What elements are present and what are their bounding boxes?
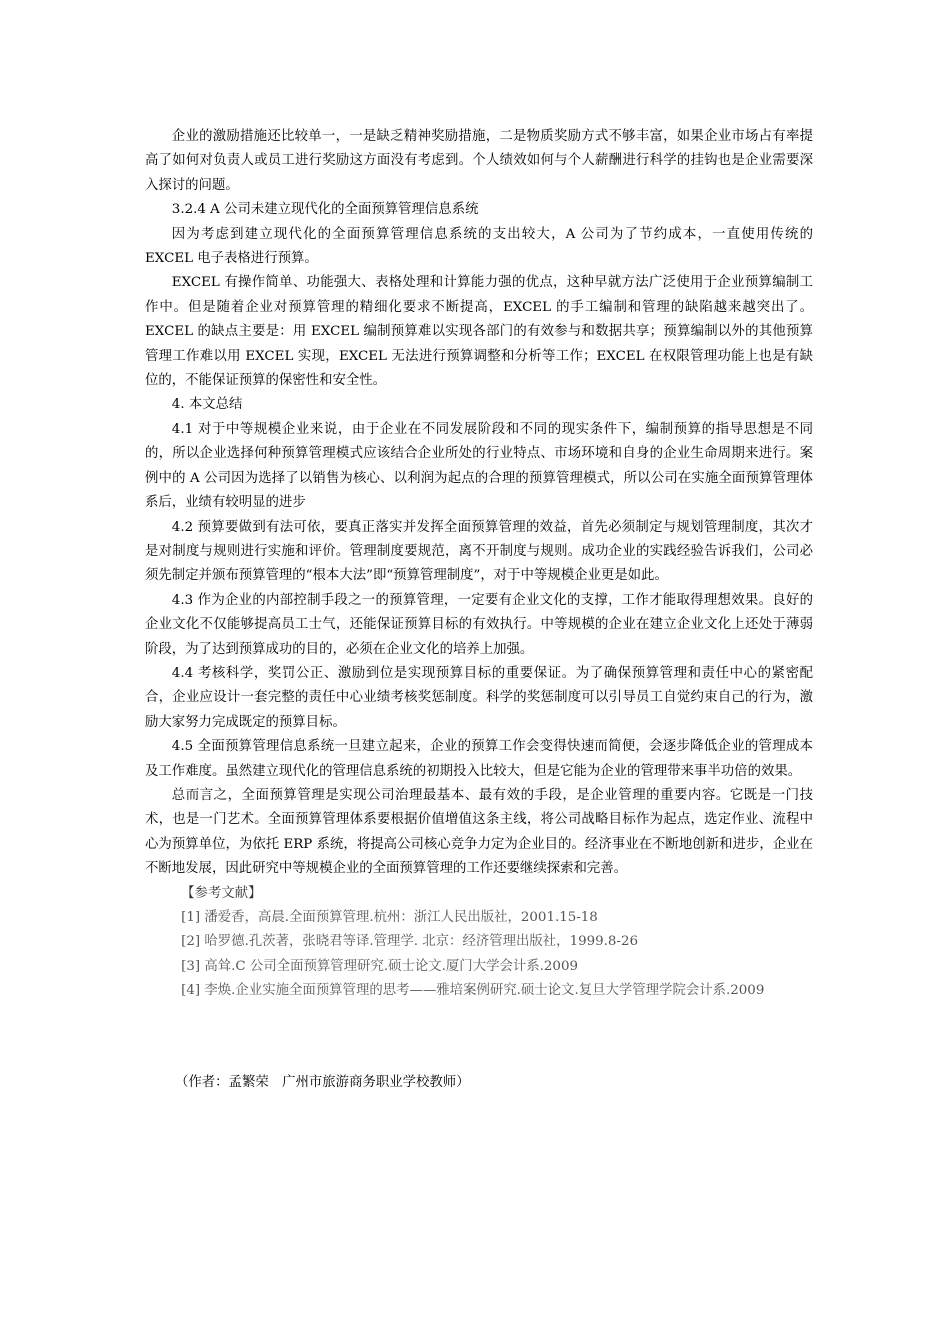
paragraph-4-3: 4.3 作为企业的内部控制手段之一的预算管理，一定要有企业文化的支撑，工作才能取得理想效果。良好的企业文化不仅能够提高员工士气，还能保证预算目标的有效执行。中等规模的企业在建立企业文化上还处于薄弱阶段，为了达到预算成功的目的，必须在企业文化的培养上加强。: [145, 592, 813, 657]
paragraph-incentive: 企业的激励措施还比较单一，一是缺乏精神奖励措施，二是物质奖励方式不够丰富，如果企业市场占有率提高了如何对负责人或员工进行奖励这方面没有考虑到。个人绩效如何与个人薪酬进行科学的挂钩也是企业需要深入探讨的问题。: [145, 129, 813, 193]
article-body: [145, 125, 813, 1004]
author-line: （作者：孟繁荣 广州市旅游商务职业学校教师）: [175, 1075, 470, 1090]
paragraph-4-5: 4.5 全面预算管理信息系统一旦建立起来，企业的预算工作会变得快速而简便，会逐步降低企业的管理成本及工作难度。虽然建立现代化的管理信息系统的初期投入比较大，但是它能为企业的管理带来事半功倍的效果。: [145, 739, 813, 779]
section-heading-3-2-4: 3.2.4 A 公司未建立现代化的全面预算管理信息系统: [171, 202, 479, 218]
paragraph-summary: 总而言之，全面预算管理是实现公司治理最基本、最有效的手段，是企业管理的重要内容。它既是一门技术，也是一门艺术。全面预算管理体系要根据价值增值这条主线，将公司战略目标作为起点，选定作业、流程中心为预算单位，为依托 ERP 系统，将提高公司核心竞争力定为企业目的。经济事业在不断地创新和进步，企业在不断地发展，因此研究中等规模企业的全面预算管理的工作还要继续探索和完善。: [145, 787, 813, 877]
paragraph-cost: 因为考虑到建立现代化的全面预算管理信息系统的支出较大，A 公司为了节约成本，一直使用传统的 EXCEL 电子表格进行预算。: [145, 226, 813, 267]
paragraph-4-1: 4.1 对于中等规模企业来说，由于企业在不同发展阶段和不同的现实条件下，编制预算的指导思想是不同的，所以企业选择何种预算管理模式应该结合企业所处的行业特点、市场环境和自身的企业生命周期来进行。案例中的 A 公司因为选择了以销售为核心、以利润为起点的合理的预算管理模式，所以公司在实施全面预算管理体系后，业绩有较明显的进步: [145, 421, 813, 511]
paragraph-4-4: 4.4 考核科学，奖罚公正、激励到位是实现预算目标的重要保证。为了确保预算管理和责任中心的紧密配合，企业应设计一套完整的责任中心业绩考核奖惩制度。科学的奖惩制度可以引导员工自觉约束自己的行为，激励大家努力完成既定的预算目标。: [145, 665, 813, 730]
paragraph-4-2: 4.2 预算要做到有法可依，要真正落实并发挥全面预算管理的效益，首先必须制定与规划管理制度，其次才是对制度与规则进行实施和评价。管理制度要规范，离不开制度与规则。成功企业的实践经验告诉我们，公司必须先制定并颁布预算管理的“根本大法”即“预算管理制度”，对于中等规模企业更是如此。: [145, 519, 813, 584]
references: [145, 882, 813, 1004]
reference-item: [3] 高耸.C 公司全面预算管理研究.硕士论文.厦门大学会计系.2009: [181, 958, 578, 974]
reference-item: [2] 哈罗德.孔茨著，张晓君等译.管理学. 北京：经济管理出版社，1999.8-26: [181, 934, 638, 950]
paragraph-excel: EXCEL 有操作简单、功能强大、表格处理和计算能力强的优点，这种早就方法广泛使用于企业预算编制工作中。但是随着企业对预算管理的精细化要求不断提高，EXCEL 的手工编制和管理的缺陷越来越突出了。EXCEL 的缺点主要是：用 EXCEL 编制预算难以实现各部门的有效参与和数据共享；预算编制以外的其他预算管理工作难以用 EXCEL 实现，EXCEL 无法进行预算调整和分析等工作；EXCEL 在权限管理功能上也是有缺位的，不能保证预算的保密性和安全性。: [145, 275, 813, 389]
reference-item: [4] 李焕.企业实施全面预算管理的思考——雅培案例研究.硕士论文.复旦大学管理学院会计系.2009: [181, 983, 765, 999]
references-title: 【参考文献】: [181, 885, 262, 901]
reference-item: [1] 潘爱香，高晨.全面预算管理.杭州：浙江人民出版社，2001.15-18: [181, 910, 598, 925]
section-heading-4: 4. 本文总结: [171, 397, 243, 413]
